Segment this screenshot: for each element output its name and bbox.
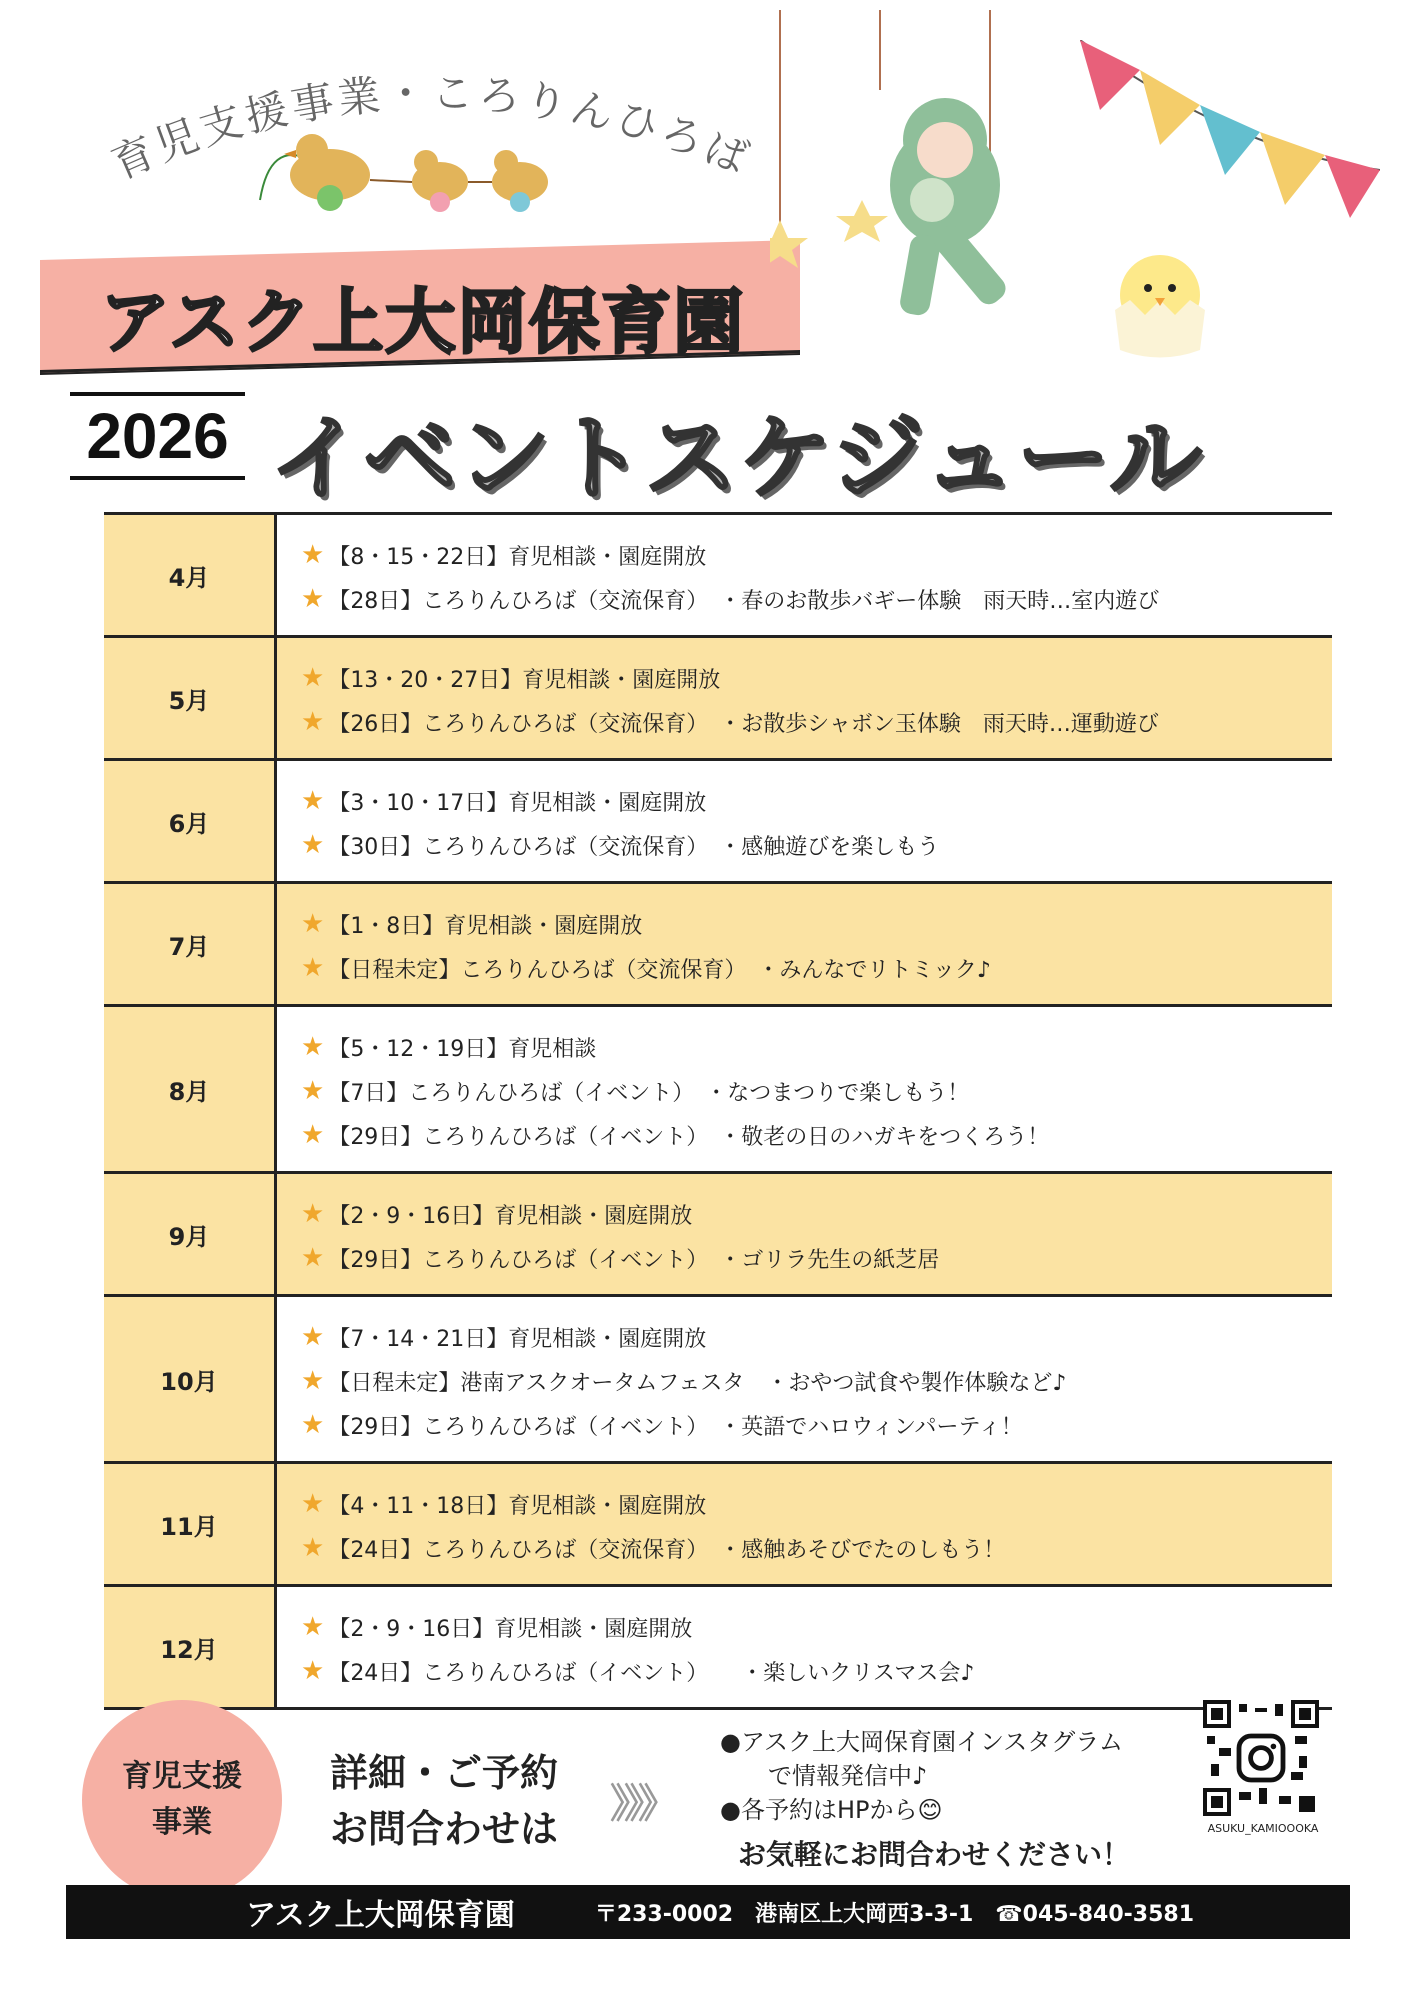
event-item <box>301 533 1332 577</box>
event-item <box>301 823 1332 867</box>
event-item <box>301 656 1332 700</box>
schedule-row <box>104 1587 1332 1710</box>
events-cell <box>277 1297 1332 1461</box>
star-icon: ★ <box>301 909 325 939</box>
contact-info <box>720 1725 1123 1827</box>
event-text: 【2・9・16日】育児相談・園庭開放 <box>328 1616 693 1642</box>
event-text: 【2・9・16日】育児相談・園庭開放 <box>328 1203 693 1229</box>
star-icon: ★ <box>301 1656 325 1686</box>
events-cell <box>277 1587 1332 1707</box>
event-text: 【3・10・17日】育児相談・園庭開放 <box>328 790 707 816</box>
event-text: 【29日】ころりんひろば（イベント） ・英語でハロウィンパーティ！ <box>328 1414 1023 1440</box>
month-cell: 11月 <box>104 1464 277 1584</box>
contact-label <box>330 1745 558 1857</box>
event-text: 【1・8日】育児相談・園庭開放 <box>328 913 643 939</box>
schedule-title: イベントスケジュール <box>270 405 1204 512</box>
schedule-row <box>104 884 1332 1007</box>
footer-nursery-name: アスク上大岡保育園 <box>246 1898 515 1933</box>
schedule-row <box>104 1297 1332 1464</box>
events-cell <box>277 638 1332 758</box>
event-item <box>301 1069 1332 1113</box>
schedule-row <box>104 761 1332 884</box>
circle-line-2: 事業 <box>152 1805 212 1840</box>
schedule-row <box>104 638 1332 761</box>
star-icon: ★ <box>301 1612 325 1642</box>
events-cell <box>277 1007 1332 1171</box>
subtitle-text: 育児支援事業・ころりんひろば <box>104 68 759 189</box>
duck-toys-illustration <box>250 120 570 230</box>
star-icon: ★ <box>301 1410 325 1440</box>
event-text: 【28日】ころりんひろば（交流保育） ・春のお散歩バギー体験 雨天時…室内遊び <box>328 588 1160 614</box>
star-icon: ★ <box>301 540 325 570</box>
event-item <box>301 1359 1332 1403</box>
info-line-3: ●各予約はHPから😊 <box>720 1796 943 1824</box>
event-item <box>301 1315 1332 1359</box>
event-item <box>301 1025 1332 1069</box>
qr-code-icon[interactable] <box>1203 1700 1319 1816</box>
footer-bar <box>66 1885 1350 1939</box>
star-icon: ★ <box>301 953 325 983</box>
nursery-name: アスク上大岡保育園 <box>100 281 746 363</box>
event-item <box>301 1482 1332 1526</box>
star-icon: ★ <box>301 663 325 693</box>
event-text: 【4・11・18日】育児相談・園庭開放 <box>328 1493 707 1519</box>
events-cell <box>277 761 1332 881</box>
arrows-icon: 》》》 <box>610 1781 672 1827</box>
star-icon: ★ <box>301 830 325 860</box>
event-item <box>301 946 1332 990</box>
events-cell <box>277 1174 1332 1294</box>
month-cell: 6月 <box>104 761 277 881</box>
event-item <box>301 577 1332 621</box>
chick-illustration <box>1100 240 1220 370</box>
event-text: 【5・12・19日】育児相談 <box>328 1036 597 1062</box>
star-icon: ★ <box>301 584 325 614</box>
schedule-row <box>104 1464 1332 1587</box>
star-icon: ★ <box>301 1366 325 1396</box>
event-text: 【29日】ころりんひろば（イベント） ・ゴリラ先生の紙芝居 <box>328 1247 940 1273</box>
month-cell: 8月 <box>104 1007 277 1171</box>
month-cell: 7月 <box>104 884 277 1004</box>
star-icon: ★ <box>301 1199 325 1229</box>
month-cell: 4月 <box>104 515 277 635</box>
event-item <box>301 1236 1332 1280</box>
qr-label: ASUKU_KAMIOOOKA <box>1207 1822 1319 1835</box>
star-icon: ★ <box>301 1322 325 1352</box>
circle-line-1: 育児支援 <box>122 1759 242 1794</box>
events-cell <box>277 515 1332 635</box>
event-item <box>301 700 1332 744</box>
contact-invite: お気軽にお問合わせください！ <box>738 1838 1131 1871</box>
event-text: 【24日】ころりんひろば（交流保育） ・感触あそびでたのしもう！ <box>328 1537 1006 1563</box>
star-icon: ★ <box>301 1243 325 1273</box>
dinosaur-baby-illustration <box>770 10 1050 380</box>
star-icon: ★ <box>301 786 325 816</box>
event-text: 【8・15・22日】育児相談・園庭開放 <box>328 544 707 570</box>
event-text: 【日程未定】ころりんひろば（交流保育） ・みんなでリトミック♪ <box>328 957 991 983</box>
event-item <box>301 1113 1332 1157</box>
event-text: 【13・20・27日】育児相談・園庭開放 <box>328 667 721 693</box>
event-text: 【26日】ころりんひろば（交流保育） ・お散歩シャボン玉体験 雨天時…運動遊び <box>328 711 1159 737</box>
year-label: 2026 <box>70 392 245 480</box>
month-cell: 10月 <box>104 1297 277 1461</box>
events-cell <box>277 884 1332 1004</box>
event-text: 【7・14・21日】育児相談・園庭開放 <box>328 1326 707 1352</box>
footer-address: 〒233-0002 港南区上大岡西3-3-1 ☎045-840-3581 <box>594 1901 1195 1927</box>
schedule-row <box>104 1174 1332 1297</box>
contact-line-1: 詳細・ご予約 <box>330 1751 559 1795</box>
month-cell: 9月 <box>104 1174 277 1294</box>
info-line-1: ●アスク上大岡保育園インスタグラム <box>720 1728 1124 1756</box>
month-cell: 12月 <box>104 1587 277 1707</box>
star-icon: ★ <box>301 1032 325 1062</box>
event-text: 【日程未定】港南アスクオータムフェスタ ・おやつ試食や製作体験など♪ <box>328 1370 1067 1396</box>
event-item <box>301 1605 1332 1649</box>
event-item <box>301 1526 1332 1570</box>
contact-line-2: お問合わせは <box>330 1807 559 1851</box>
events-cell <box>277 1464 1332 1584</box>
event-text: 【7日】ころりんひろば（イベント） ・なつまつりで楽しもう！ <box>328 1080 970 1106</box>
event-text: 【29日】ころりんひろば（イベント） ・敬老の日のハガキをつくろう！ <box>328 1124 1050 1150</box>
star-icon: ★ <box>301 707 325 737</box>
month-cell: 5月 <box>104 638 277 758</box>
schedule-table <box>104 512 1332 1710</box>
event-item <box>301 1192 1332 1236</box>
event-text: 【24日】ころりんひろば（イベント） ・楽しいクリスマス会♪ <box>328 1660 975 1686</box>
event-item <box>301 779 1332 823</box>
event-item <box>301 1649 1332 1693</box>
star-icon: ★ <box>301 1076 325 1106</box>
star-icon: ★ <box>301 1489 325 1519</box>
schedule-row <box>104 1007 1332 1174</box>
event-item <box>301 1403 1332 1447</box>
event-item <box>301 902 1332 946</box>
info-line-2: で情報発信中♪ <box>720 1762 928 1790</box>
star-icon: ★ <box>301 1120 325 1150</box>
star-icon: ★ <box>301 1533 325 1563</box>
schedule-row <box>104 512 1332 638</box>
bunting-flags-illustration <box>1080 40 1380 220</box>
support-circle-badge <box>82 1700 282 1900</box>
event-text: 【30日】ころりんひろば（交流保育） ・感触遊びを楽しもう <box>328 834 940 860</box>
